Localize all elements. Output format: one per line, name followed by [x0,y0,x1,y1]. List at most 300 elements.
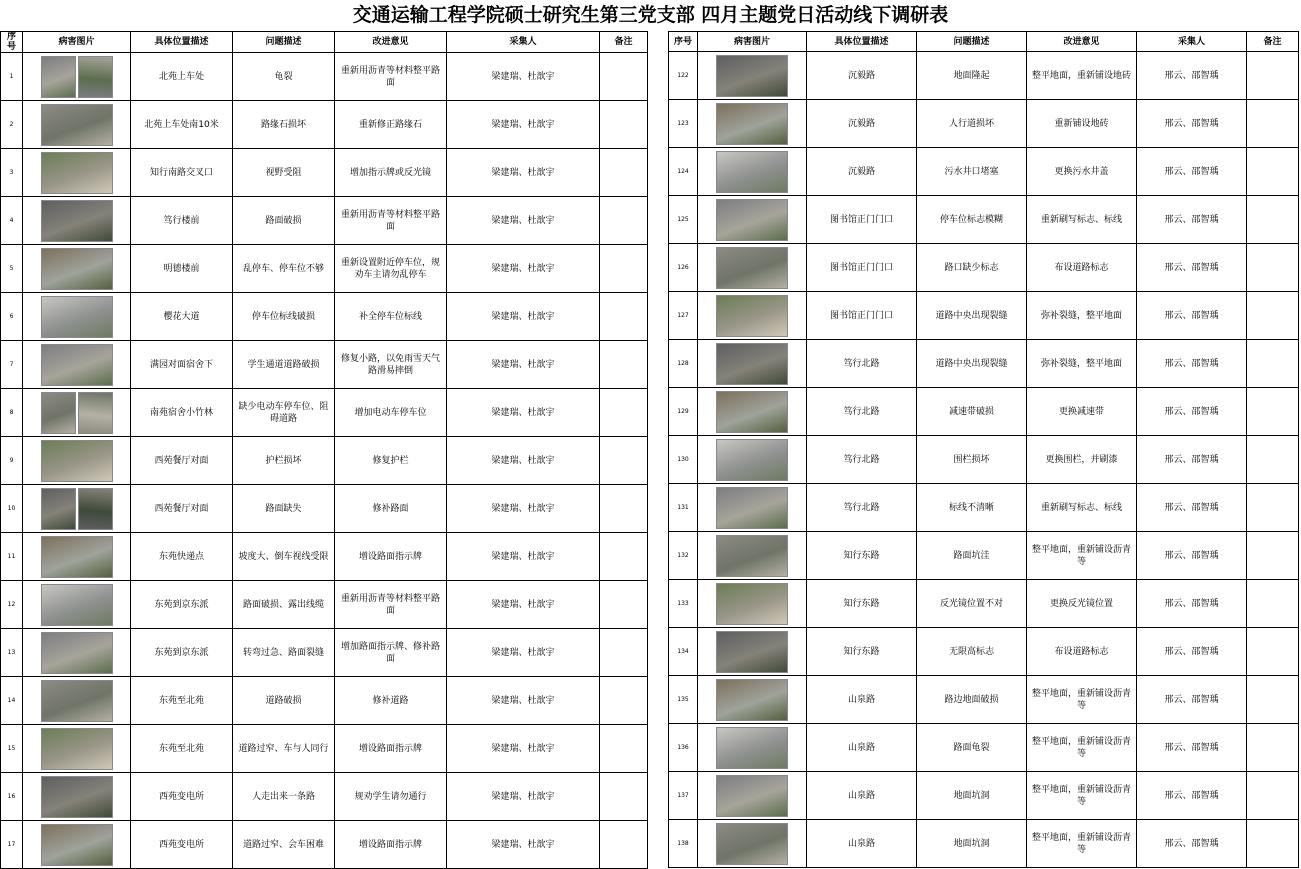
damage-photo [41,440,113,482]
problem-cell: 路面破损、露出线缆 [233,581,335,629]
damage-photo-image [41,728,113,770]
table-row [669,292,1299,340]
problem-cell: 地面隆起 [917,52,1027,100]
remark-cell [1247,244,1299,292]
collector-cell: 梁建瑞、杜歆宇 [447,437,600,485]
table-row [1,677,648,725]
table-row [1,821,648,869]
problem-cell: 减速带破损 [917,388,1027,436]
problem-cell: 人行道损坏 [917,100,1027,148]
location-cell: 东苑快递点 [131,533,233,581]
damage-photo [716,679,788,721]
damage-photo-image [716,535,788,577]
table-row [669,532,1299,580]
location-cell: 东苑至北苑 [131,725,233,773]
remark-cell [600,245,648,293]
suggestion-cell: 弥补裂缝，整平地面 [1027,292,1137,340]
problem-cell: 路面破损 [233,197,335,245]
damage-photo-image [716,247,788,289]
damage-photo-image [41,392,76,434]
damage-photo-cell [23,437,131,485]
problem-cell: 地面坑洞 [917,772,1027,820]
location-cell: 沉毅路 [807,100,917,148]
damage-photo-cell [23,293,131,341]
row-number: 135 [669,676,698,724]
damage-photo [41,152,113,194]
collector-cell: 梁建瑞、杜歆宇 [447,341,600,389]
collector-cell: 梁建瑞、杜歆宇 [447,149,600,197]
damage-photo-cell [698,148,807,196]
row-number: 137 [669,772,698,820]
collector-cell: 邢云、邵智瑀 [1137,772,1247,820]
location-cell: 山泉路 [807,820,917,868]
location-cell: 西苑变电所 [131,821,233,869]
problem-cell: 路口缺少标志 [917,244,1027,292]
table-row [1,725,648,773]
damage-photo-cell [698,532,807,580]
table-row [1,197,648,245]
collector-cell: 梁建瑞、杜歆宇 [447,533,600,581]
damage-photo-image [716,295,788,337]
problem-cell: 人走出来一条路 [233,773,335,821]
suggestion-cell: 重新刷写标志、标线 [1027,196,1137,244]
location-cell: 知行南路交叉口 [131,149,233,197]
collector-cell: 邢云、邵智瑀 [1137,388,1247,436]
damage-photo-cell [698,100,807,148]
damage-photo [716,295,788,337]
remark-cell [1247,196,1299,244]
damage-photo-image [41,632,113,674]
damage-photo-image [41,104,113,146]
suggestion-cell: 整平地面，重新铺设沥青等 [1027,532,1137,580]
table-row [669,676,1299,724]
damage-photo [41,536,113,578]
damage-photo-cell [23,485,131,533]
collector-cell: 梁建瑞、杜歆宇 [447,629,600,677]
damage-photo-cell [23,581,131,629]
problem-cell: 护栏损坏 [233,437,335,485]
collector-cell: 梁建瑞、杜歆宇 [447,101,600,149]
damage-photo-cell [23,629,131,677]
collector-cell: 梁建瑞、杜歆宇 [447,821,600,869]
damage-photo-image [716,343,788,385]
location-cell: 笃行北路 [807,340,917,388]
location-cell: 山泉路 [807,676,917,724]
damage-photo [716,247,788,289]
damage-photo-cell [698,676,807,724]
remark-cell [1247,820,1299,868]
damage-photo-image [716,55,788,97]
damage-photo-cell [698,196,807,244]
damage-photo-cell [698,628,807,676]
damage-photo [716,727,788,769]
problem-cell: 污水井口堵塞 [917,148,1027,196]
header-suggestion: 改进意见 [1027,32,1137,52]
remark-cell [1247,532,1299,580]
collector-cell: 邢云、邵智瑀 [1137,244,1247,292]
damage-photo-image [716,727,788,769]
suggestion-cell: 弥补裂缝，整平地面 [1027,340,1137,388]
problem-cell: 道路过窄、会车困难 [233,821,335,869]
row-number: 6 [1,293,23,341]
row-number: 1 [1,53,23,101]
table-row [1,389,648,437]
row-number: 124 [669,148,698,196]
damage-photo-cell [23,53,131,101]
damage-photo-cell [698,484,807,532]
collector-cell: 邢云、邵智瑀 [1137,52,1247,100]
remark-cell [600,677,648,725]
remark-cell [600,821,648,869]
collector-cell: 梁建瑞、杜歆宇 [447,197,600,245]
location-cell: 明德楼前 [131,245,233,293]
table-row [669,148,1299,196]
location-cell: 沉毅路 [807,52,917,100]
table-row [1,581,648,629]
damage-photo-image [716,679,788,721]
damage-photo-image [41,536,113,578]
damage-photo-cell [23,677,131,725]
remark-cell [1247,100,1299,148]
row-number: 7 [1,341,23,389]
table-row [1,149,648,197]
row-number: 11 [1,533,23,581]
collector-cell: 邢云、邵智瑀 [1137,484,1247,532]
table-row [669,340,1299,388]
suggestion-cell: 重新用沥青等材料整平路面 [335,581,447,629]
remark-cell [600,53,648,101]
suggestion-cell: 修补路面 [335,485,447,533]
damage-photo-cell [698,388,807,436]
remark-cell [1247,724,1299,772]
damage-photo [716,583,788,625]
location-cell: 北苑上车处南10米 [131,101,233,149]
collector-cell: 邢云、邵智瑀 [1137,628,1247,676]
remark-cell [600,485,648,533]
location-cell: 东苑到京东派 [131,629,233,677]
damage-photo-image [41,248,113,290]
suggestion-cell: 更换反光镜位置 [1027,580,1137,628]
remark-cell [1247,148,1299,196]
collector-cell: 邢云、邵智瑀 [1137,580,1247,628]
damage-photo-cell [698,436,807,484]
problem-cell: 道路破损 [233,677,335,725]
damage-photo [716,391,788,433]
collector-cell: 梁建瑞、杜歆宇 [447,725,600,773]
location-cell: 笃行楼前 [131,197,233,245]
page-title: 交通运输工程学院硕士研究生第三党支部 四月主题党日活动线下调研表 [352,4,949,26]
suggestion-cell: 修复护栏 [335,437,447,485]
table-row [1,341,648,389]
collector-cell: 梁建瑞、杜歆宇 [447,245,600,293]
damage-photo [41,488,113,530]
collector-cell: 梁建瑞、杜歆宇 [447,773,600,821]
collector-cell: 邢云、邵智瑀 [1137,292,1247,340]
row-number: 16 [1,773,23,821]
location-cell: 笃行北路 [807,484,917,532]
suggestion-cell: 更换围栏，并刷漆 [1027,436,1137,484]
damage-photo-image [41,344,113,386]
damage-photo [41,632,113,674]
suggestion-cell: 整平地面，重新铺设地砖 [1027,52,1137,100]
problem-cell: 反光镜位置不对 [917,580,1027,628]
location-cell: 知行东路 [807,580,917,628]
header-location: 具体位置描述 [131,32,233,53]
damage-photo [41,776,113,818]
damage-photo [41,344,113,386]
row-number: 127 [669,292,698,340]
problem-cell: 停车位标志模糊 [917,196,1027,244]
damage-photo [716,103,788,145]
damage-photo-cell [698,580,807,628]
damage-photo-image [78,56,113,98]
header-row [669,32,1299,52]
damage-photo [716,199,788,241]
remark-cell [600,437,648,485]
problem-cell: 地面坑洞 [917,820,1027,868]
row-number: 125 [669,196,698,244]
damage-photo [41,584,113,626]
suggestion-cell: 增加路面指示牌、修补路面 [335,629,447,677]
problem-cell: 乱停车、停车位不够 [233,245,335,293]
problem-cell: 学生通道道路破损 [233,341,335,389]
location-cell: 沉毅路 [807,148,917,196]
damage-photo-cell [23,533,131,581]
location-cell: 南苑宿舍小竹林 [131,389,233,437]
table-row [669,628,1299,676]
header-location: 具体位置描述 [807,32,917,52]
problem-cell: 路面坑洼 [917,532,1027,580]
table-row [669,580,1299,628]
problem-cell: 道路中央出现裂缝 [917,292,1027,340]
row-number: 8 [1,389,23,437]
suggestion-cell: 增设路面指示牌 [335,725,447,773]
damage-photo-cell [698,292,807,340]
row-number: 131 [669,484,698,532]
problem-cell: 路缘石损坏 [233,101,335,149]
collector-cell: 邢云、邵智瑀 [1137,148,1247,196]
problem-cell: 路边地面破损 [917,676,1027,724]
table-row [1,485,648,533]
damage-photo [716,55,788,97]
location-cell: 图书馆正门门口 [807,244,917,292]
table-row [669,196,1299,244]
damage-photo-cell [23,245,131,293]
table-row [669,772,1299,820]
location-cell: 图书馆正门门口 [807,292,917,340]
row-number: 128 [669,340,698,388]
problem-cell: 道路中央出现裂缝 [917,340,1027,388]
suggestion-cell: 布设道路标志 [1027,244,1137,292]
damage-photo [716,775,788,817]
remark-cell [600,293,648,341]
survey-table-left [0,31,648,869]
row-number: 122 [669,52,698,100]
location-cell: 满园对面宿舍下 [131,341,233,389]
damage-photo-cell [698,52,807,100]
collector-cell: 梁建瑞、杜歆宇 [447,389,600,437]
damage-photo-image [41,488,76,530]
remark-cell [1247,340,1299,388]
suggestion-cell: 重新铺设地砖 [1027,100,1137,148]
damage-photo [41,824,113,866]
remark-cell [1247,628,1299,676]
problem-cell: 视野受阻 [233,149,335,197]
table-row [669,820,1299,868]
table-row [1,533,648,581]
location-cell: 图书馆正门门口 [807,196,917,244]
row-number: 4 [1,197,23,245]
table-row [669,388,1299,436]
row-number: 134 [669,628,698,676]
damage-photo-image [41,56,76,98]
collector-cell: 邢云、邵智瑀 [1137,436,1247,484]
remark-cell [1247,388,1299,436]
table-row [669,100,1299,148]
table-row [1,245,648,293]
remark-cell [1247,676,1299,724]
remark-cell [600,533,648,581]
location-cell: 西苑餐厅对面 [131,437,233,485]
suggestion-cell: 增设路面指示牌 [335,821,447,869]
suggestion-cell: 重新刷写标志、标线 [1027,484,1137,532]
location-cell: 笃行北路 [807,388,917,436]
remark-cell [600,389,648,437]
header-no: 序号 [669,32,698,52]
damage-photo [41,680,113,722]
problem-cell: 转弯过急、路面裂缝 [233,629,335,677]
damage-photo-cell [23,725,131,773]
damage-photo-image [41,680,113,722]
suggestion-cell: 整平地面，重新铺设沥青等 [1027,676,1137,724]
table-row [1,53,648,101]
row-number: 9 [1,437,23,485]
location-cell: 山泉路 [807,772,917,820]
header-remark: 备注 [600,32,648,53]
collector-cell: 邢云、邵智瑀 [1137,340,1247,388]
remark-cell [1247,772,1299,820]
table-row [1,101,648,149]
collector-cell: 梁建瑞、杜歆宇 [447,581,600,629]
row-number: 14 [1,677,23,725]
header-photo: 病害图片 [698,32,807,52]
suggestion-cell: 修补道路 [335,677,447,725]
location-cell: 北苑上车处 [131,53,233,101]
problem-cell: 坡度大、倒车视线受限 [233,533,335,581]
damage-photo [716,823,788,865]
location-cell: 笃行北路 [807,436,917,484]
collector-cell: 梁建瑞、杜歆宇 [447,677,600,725]
problem-cell: 路面缺失 [233,485,335,533]
header-no: 序号 [1,32,23,53]
damage-photo-image [716,391,788,433]
damage-photo [41,392,113,434]
damage-photo [41,296,113,338]
suggestion-cell: 增设路面指示牌 [335,533,447,581]
collector-cell: 邢云、邵智瑀 [1137,100,1247,148]
damage-photo-cell [23,773,131,821]
collector-cell: 梁建瑞、杜歆宇 [447,53,600,101]
row-number: 136 [669,724,698,772]
row-number: 13 [1,629,23,677]
suggestion-cell: 整平地面，重新铺设沥青等 [1027,724,1137,772]
row-number: 15 [1,725,23,773]
suggestion-cell: 更换污水井盖 [1027,148,1137,196]
location-cell: 西苑变电所 [131,773,233,821]
damage-photo-cell [23,821,131,869]
remark-cell [1247,436,1299,484]
table-row [669,484,1299,532]
header-collector: 采集人 [1137,32,1247,52]
remark-cell [600,629,648,677]
row-number: 2 [1,101,23,149]
damage-photo-image [716,631,788,673]
row-number: 126 [669,244,698,292]
row-number: 3 [1,149,23,197]
problem-cell: 围栏损坏 [917,436,1027,484]
damage-photo-cell [23,149,131,197]
suggestion-cell: 重新修正路缘石 [335,101,447,149]
remark-cell [1247,580,1299,628]
header-photo: 病害图片 [23,32,131,53]
damage-photo [41,248,113,290]
damage-photo-image [41,200,113,242]
damage-photo [41,104,113,146]
location-cell: 山泉路 [807,724,917,772]
damage-photo [41,200,113,242]
damage-photo-image [41,776,113,818]
suggestion-cell: 整平地面，重新铺设沥青等 [1027,820,1137,868]
header-row [1,32,648,53]
location-cell: 东苑到京东派 [131,581,233,629]
header-remark: 备注 [1247,32,1299,52]
remark-cell [600,149,648,197]
damage-photo [716,151,788,193]
damage-photo-image [41,296,113,338]
damage-photo-image [716,823,788,865]
row-number: 123 [669,100,698,148]
suggestion-cell: 重新用沥青等材料整平路面 [335,197,447,245]
damage-photo-cell [698,340,807,388]
problem-cell: 龟裂 [233,53,335,101]
damage-photo [716,535,788,577]
damage-photo-cell [23,389,131,437]
table-row [669,724,1299,772]
suggestion-cell: 补全停车位标线 [335,293,447,341]
location-cell: 西苑餐厅对面 [131,485,233,533]
suggestion-cell: 增加电动车停车位 [335,389,447,437]
suggestion-cell: 规劝学生请勿通行 [335,773,447,821]
damage-photo-image [716,583,788,625]
location-cell: 樱花大道 [131,293,233,341]
remark-cell [1247,292,1299,340]
suggestion-cell: 重新用沥青等材料整平路面 [335,53,447,101]
collector-cell: 邢云、邵智瑀 [1137,676,1247,724]
location-cell: 东苑至北苑 [131,677,233,725]
damage-photo-image [716,439,788,481]
problem-cell: 标线不清晰 [917,484,1027,532]
table-row [1,629,648,677]
damage-photo-cell [23,341,131,389]
survey-table-right [668,31,1299,868]
damage-photo-image [78,488,113,530]
collector-cell: 邢云、邵智瑀 [1137,820,1247,868]
header-problem: 问题描述 [233,32,335,53]
table-row [1,293,648,341]
damage-photo [716,343,788,385]
damage-photo-cell [698,244,807,292]
header-problem: 问题描述 [917,32,1027,52]
